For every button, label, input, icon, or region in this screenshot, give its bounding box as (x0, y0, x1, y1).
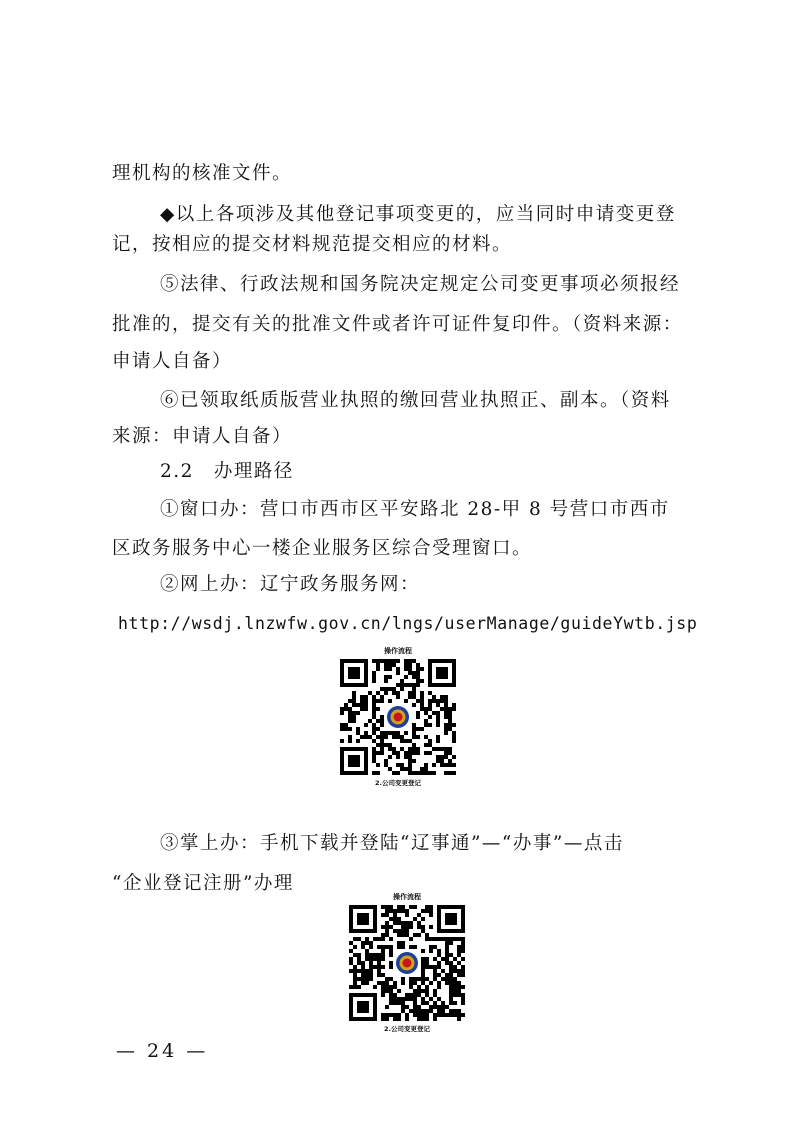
service-url[interactable]: http://wsdj.lnzwfw.gov.cn/lngs/userManage/guideYwtb.jsp (118, 614, 698, 633)
line-p3a: ⑤法律、行政法规和国务院决定规定公司变更事项必须报经 (160, 274, 681, 295)
line-p7a: ③掌上办：手机下载并登陆“辽事通”—“办事”—点击 (160, 833, 624, 854)
line-p3c: 申请人自备） (112, 351, 233, 372)
line-p5a: ①窗口办：营口市西市区平安路北 28-甲 8 号营口市西市 (160, 499, 670, 520)
line-p1: 理机构的核准文件。 (112, 163, 293, 184)
line-p4a: ⑥已领取纸质版营业执照的缴回营业执照正、副本。（资料 (160, 390, 671, 411)
qr-code-block-1 (333, 646, 463, 788)
section-heading: 2.2 办理路径 (160, 461, 294, 482)
qr-title: 操作流程 (393, 893, 421, 901)
qr-code-image (337, 656, 459, 778)
qr-caption: 2.公司变更登记 (375, 779, 421, 787)
page-number: — 24 — (116, 1040, 209, 1062)
line-p4b: 来源：申请人自备） (112, 426, 293, 447)
line-p2b: 记，按相应的提交材料规范提交相应的材料。 (112, 234, 513, 255)
line-p5b: 区政务服务中心一楼企业服务区综合受理窗口。 (112, 538, 533, 559)
line-p2a: ◆以上各项涉及其他登记事项变更的，应当同时申请变更登 (160, 204, 676, 225)
qr-code-image (346, 902, 468, 1024)
line-p6: ②网上办：辽宁政务服务网： (160, 574, 421, 595)
qr-code-block-2 (342, 892, 472, 1034)
qr-title: 操作流程 (384, 647, 412, 655)
line-p3b: 批准的，提交有关的批准文件或者许可证件复印件。（资料来源： (112, 314, 683, 335)
line-p7b: “企业登记注册”办理 (112, 873, 294, 894)
qr-caption: 2.公司变更登记 (384, 1025, 430, 1033)
